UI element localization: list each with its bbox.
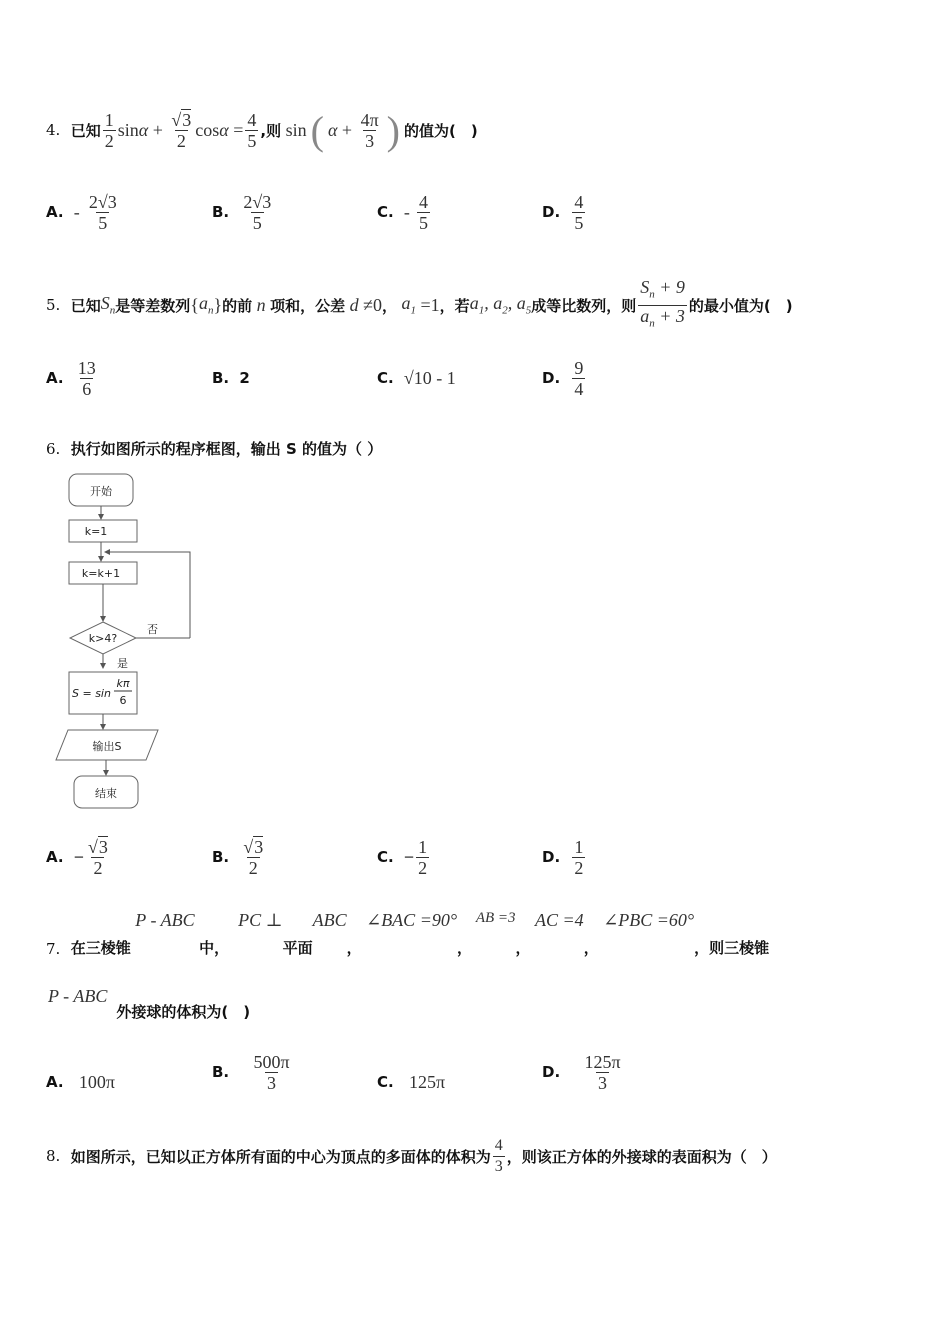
q5-option-b[interactable]: B. 2 bbox=[212, 369, 250, 387]
svg-text:6: 6 bbox=[119, 694, 127, 707]
q6-option-d[interactable]: D. $\frac{1}{2}$ bbox=[542, 836, 584, 878]
flow-step-label: k=k+1 bbox=[81, 567, 121, 580]
q4-frac-half: $\frac{1}{2}$ bbox=[104, 109, 114, 151]
q7-option-b[interactable]: B. $\frac{500\pi}{3}$ bbox=[212, 1051, 290, 1093]
q7-option-c[interactable]: C. 125π bbox=[377, 1071, 446, 1092]
flow-yes-label: 是 bbox=[117, 657, 128, 670]
flow-condition-label: k>4? bbox=[88, 632, 118, 645]
q7-option-d[interactable]: D. $\frac{125\pi}{3}$ bbox=[542, 1051, 621, 1093]
flow-end-label: 结束 bbox=[95, 787, 117, 800]
q4-number: 4. bbox=[46, 121, 61, 139]
q5-option-a[interactable]: A. $\frac{13}{6}$ bbox=[46, 357, 96, 399]
flow-start-label: 开始 bbox=[90, 485, 112, 498]
svg-text:kπ: kπ bbox=[116, 677, 130, 690]
q4-option-d[interactable]: D. $\frac{4}{5}$ bbox=[542, 191, 584, 233]
q5-option-d[interactable]: D. $\frac{9}{4}$ bbox=[542, 357, 584, 399]
flow-no-label: 否 bbox=[147, 623, 158, 636]
q5-option-c[interactable]: C. √10 - 1 bbox=[377, 367, 456, 388]
flow-init-label: k=1 bbox=[84, 525, 108, 538]
q4-stem: 4. 已知 $\frac{1}{2}$ sin α + $\frac{√3}{2}$ cos α = $\frac{4}{5}$ ,则 sin ( α + $\frac{4\pi}{3}$ ) 的值为( ) bbox=[46, 107, 478, 153]
flowchart bbox=[50, 468, 220, 818]
q7-stem-line2: P - ABC 外接球的体积为( ) bbox=[48, 986, 251, 1021]
q4-option-a[interactable]: A. - $\frac{2√3}{5}$ bbox=[46, 191, 117, 233]
q4-suffix: 的值为( ) bbox=[403, 121, 478, 140]
flow-assign-label: S = sin bbox=[72, 687, 111, 700]
q7-stem-line1: 7. 在三棱锥 P - ABC 中， PC ⊥ 平面 ABC ， ∠BAC =90° ， AB =3 ， AC =4 ， ∠PBC =60° ，则三棱锥 bbox=[46, 910, 770, 958]
flow-output-label: 输出S bbox=[92, 740, 122, 753]
q6-option-a[interactable]: A. − $\frac{√3}{2}$ bbox=[46, 836, 108, 878]
q4-frac-4-5: $\frac{4}{5}$ bbox=[247, 109, 257, 151]
q7-option-a[interactable]: A. 100π bbox=[46, 1071, 115, 1092]
q4-frac-root3: $\frac{√3}{2}$ bbox=[171, 109, 192, 151]
q5-stem: 5. 已知 $S_n$ 是等差数列 { $a_n$ } 的前 n 项和，公差 d ≠0 ， $a_1$ =1 ，若 $a_1$, $a_2$, $a_5$ 成等比数列，则 $\frac{S_n + 9}{a_n + 3}$ 的最小值为( ) bbox=[46, 270, 793, 340]
q8-volume-fraction: $\frac{4}{3}$ bbox=[494, 1136, 503, 1175]
q6-option-b[interactable]: B. $\frac{√3}{2}$ bbox=[212, 836, 264, 878]
q4-prefix: 已知 bbox=[70, 121, 101, 140]
q4-cond-tail: ,则 bbox=[260, 121, 282, 140]
q6-option-c[interactable]: C. − $\frac{1}{2}$ bbox=[377, 836, 428, 878]
q4-option-b[interactable]: B. $\frac{2√3}{5}$ bbox=[212, 191, 272, 233]
q4-frac-4pi-3: $\frac{4\pi}{3}$ bbox=[360, 109, 379, 151]
q8-stem: 8. 如图所示，已知以正方体所有面的中心为顶点的多面体的体积为 $\frac{4}{3}$ ，则该正方体的外接球的表面积为（ ） bbox=[46, 1136, 777, 1175]
q6-stem: 6. 执行如图所示的程序框图，输出 S 的值为（ ） bbox=[46, 440, 383, 458]
q4-option-c[interactable]: C. - $\frac{4}{5}$ bbox=[377, 191, 428, 233]
